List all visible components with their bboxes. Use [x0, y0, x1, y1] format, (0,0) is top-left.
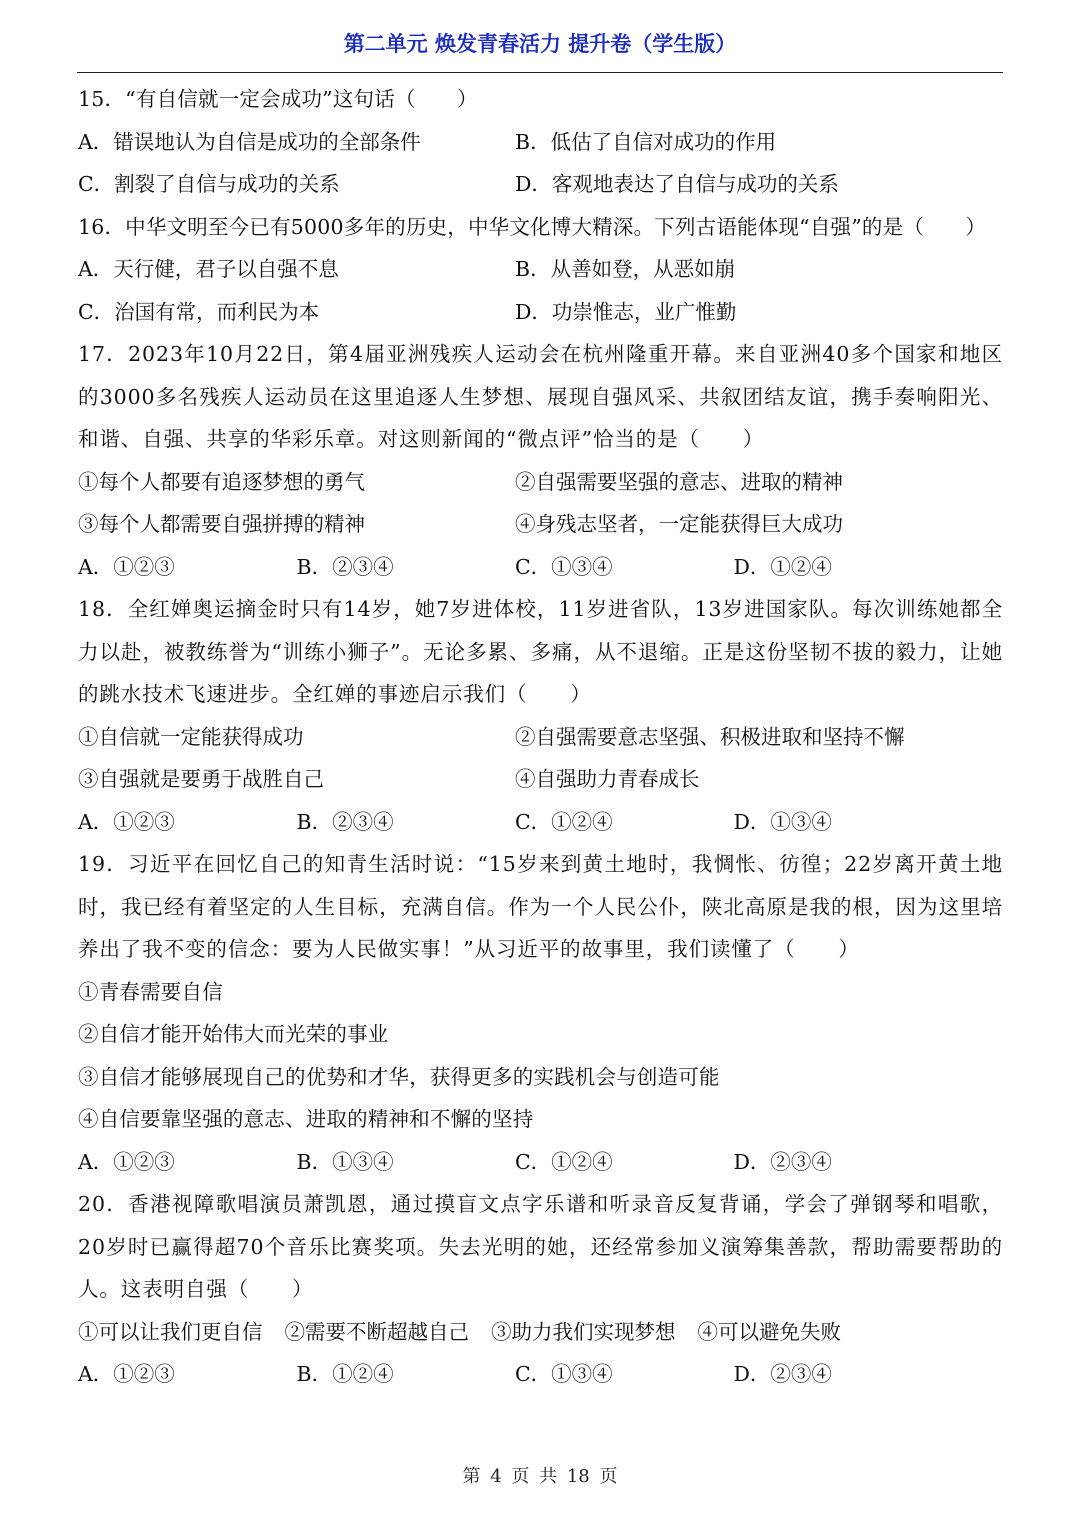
question-15-options-row-2 [78, 163, 1003, 206]
question-18-option-d: D．①③④ [733, 809, 832, 834]
question-18-stem: 18．全红婵奥运摘金时只有14岁，她7岁进体校，11岁进省队，13岁进国家队。每次训练她都全力以赴，被教练誉为“训练小狮子”。无论多累、多痛，从不退缩。正是这份坚韧不拔的毅力，让她的跳水技术飞速进步。全红婵的事迹启示我们（ ） [78, 597, 1003, 706]
question-17-stem: 17．2023年10月22日，第4届亚洲残疾人运动会在杭州隆重开幕。来自亚洲40多个国家和地区的3000多名残疾人运动员在这里追逐人生梦想、展现自强风采、共叙团结友谊，携手奏响阳光、和谐、自强、共享的华彩乐章。对这则新闻的“微点评”恰当的是（ ） [78, 342, 1003, 451]
question-15-option-c: C．割裂了自信与成功的关系 [78, 172, 340, 196]
question-18-option-a: A．①②③ [78, 809, 175, 834]
question-18-statements-row-2 [78, 758, 1003, 801]
question-18-statement-1: ①自信就一定能获得成功 [78, 724, 304, 749]
question-18-statement-3: ③自强就是要勇于战胜自己 [78, 767, 324, 791]
question-18-statement-4: ④自强助力青春成长 [515, 767, 700, 791]
question-20-statement-3: ③助力我们实现梦想 [491, 1319, 676, 1344]
page-number: 第 4 页 共 18 页 [462, 1466, 618, 1487]
question-list [78, 78, 1003, 1396]
question-18-statements-row-1 [78, 716, 1003, 759]
page-header-title: 第二单元 焕发青春活力 提升卷（学生版） [343, 32, 737, 56]
question-16-options-row-1 [78, 248, 1003, 291]
question-18-option-c: C．①②④ [515, 809, 613, 834]
question-17-statements-row-2 [78, 503, 1003, 546]
question-19-statement-2: ②自信才能开始伟大而光荣的事业 [78, 1022, 389, 1046]
question-17-statement-3: ③每个人都需要自强拼搏的精神 [78, 512, 365, 536]
question-20-option-c: C．①③④ [515, 1362, 613, 1386]
question-15-option-b: B．低估了自信对成功的作用 [515, 129, 777, 154]
question-18-statement-2: ②自强需要意志坚强、积极进取和坚持不懈 [515, 724, 905, 749]
question-17-option-c: C．①③④ [515, 554, 613, 579]
question-17-options [78, 546, 1003, 589]
question-20-option-a: A．①②③ [78, 1362, 175, 1386]
header-divider [77, 72, 1003, 73]
question-16-option-b: B．从善如登，从恶如崩 [515, 257, 736, 281]
question-19-options [78, 1141, 1003, 1184]
question-15-option-a: A．错误地认为自信是成功的全部条件 [78, 129, 421, 154]
question-17-statement-2: ②自强需要坚强的意志、进取的精神 [515, 469, 843, 494]
question-20-options [78, 1353, 1003, 1396]
question-19-option-a: A．①②③ [78, 1149, 175, 1174]
question-17-statements-row-1 [78, 461, 1003, 504]
question-20-statement-4: ④可以避免失败 [697, 1319, 841, 1344]
question-18-option-b: B．②③④ [296, 809, 394, 834]
question-16-option-c: C．治国有常，而利民为本 [78, 299, 320, 324]
question-18-options [78, 801, 1003, 844]
question-20-option-b: B．①②④ [296, 1362, 394, 1386]
question-15-stem: 15．“有自信就一定会成功”这句话（ ） [78, 87, 478, 111]
question-19-option-b: B．①③④ [296, 1149, 394, 1174]
question-20-option-d: D．②③④ [733, 1362, 832, 1386]
question-15-option-d: D．客观地表达了自信与成功的关系 [515, 172, 839, 196]
question-19-statement-4: ④自信要靠坚强的意志、进取的精神和不懈的坚持 [78, 1107, 534, 1131]
question-16-options-row-2 [78, 291, 1003, 334]
question-19-statement-1: ①青春需要自信 [78, 979, 223, 1004]
question-19-option-c: C．①②④ [515, 1149, 613, 1174]
question-20-stem: 20．香港视障歌唱演员萧凯恩，通过摸盲文点字乐谱和听录音反复背诵，学会了弹钢琴和唱歌，20岁时已赢得超70个音乐比赛奖项。失去光明的她，还经常参加义演筹集善款，帮助需要帮助的人。这表明自强（ ） [78, 1192, 1003, 1301]
question-17-statement-1: ①每个人都要有追逐梦想的勇气 [78, 469, 365, 494]
question-17-statement-4: ④身残志坚者，一定能获得巨大成功 [515, 512, 843, 536]
question-16-option-d: D．功崇惟志，业广惟勤 [515, 299, 737, 324]
question-17-option-d: D．①②④ [733, 554, 832, 579]
question-20-statement-2: ②需要不断超越自己 [284, 1319, 469, 1344]
question-20-statements [78, 1311, 1003, 1354]
question-19-stem: 19．习近平在回忆自己的知青生活时说：“15岁来到黄土地时，我惆怅、彷徨；22岁离开黄土地时，我已经有着坚定的人生目标，充满自信。作为一个人民公仆，陕北高原是我的根，因为这里培养出了我不变的信念：要为人民做实事！”从习近平的故事里，我们读懂了（ ） [78, 852, 1003, 961]
question-19-statement-3: ③自信才能够展现自己的优势和才华，获得更多的实践机会与创造可能 [78, 1064, 720, 1089]
question-16-stem: 16．中华文明至今已有5000多年的历史，中华文化博大精深。下列古语能体现“自强”的是（ ） [78, 214, 987, 239]
question-17-option-b: B．②③④ [296, 554, 394, 579]
question-20-statement-1: ①可以让我们更自信 [78, 1319, 263, 1344]
question-16-option-a: A．天行健，君子以自强不息 [78, 257, 339, 281]
question-19-option-d: D．②③④ [733, 1149, 832, 1174]
question-17-option-a: A．①②③ [78, 554, 175, 579]
question-15-options-row-1 [78, 121, 1003, 164]
